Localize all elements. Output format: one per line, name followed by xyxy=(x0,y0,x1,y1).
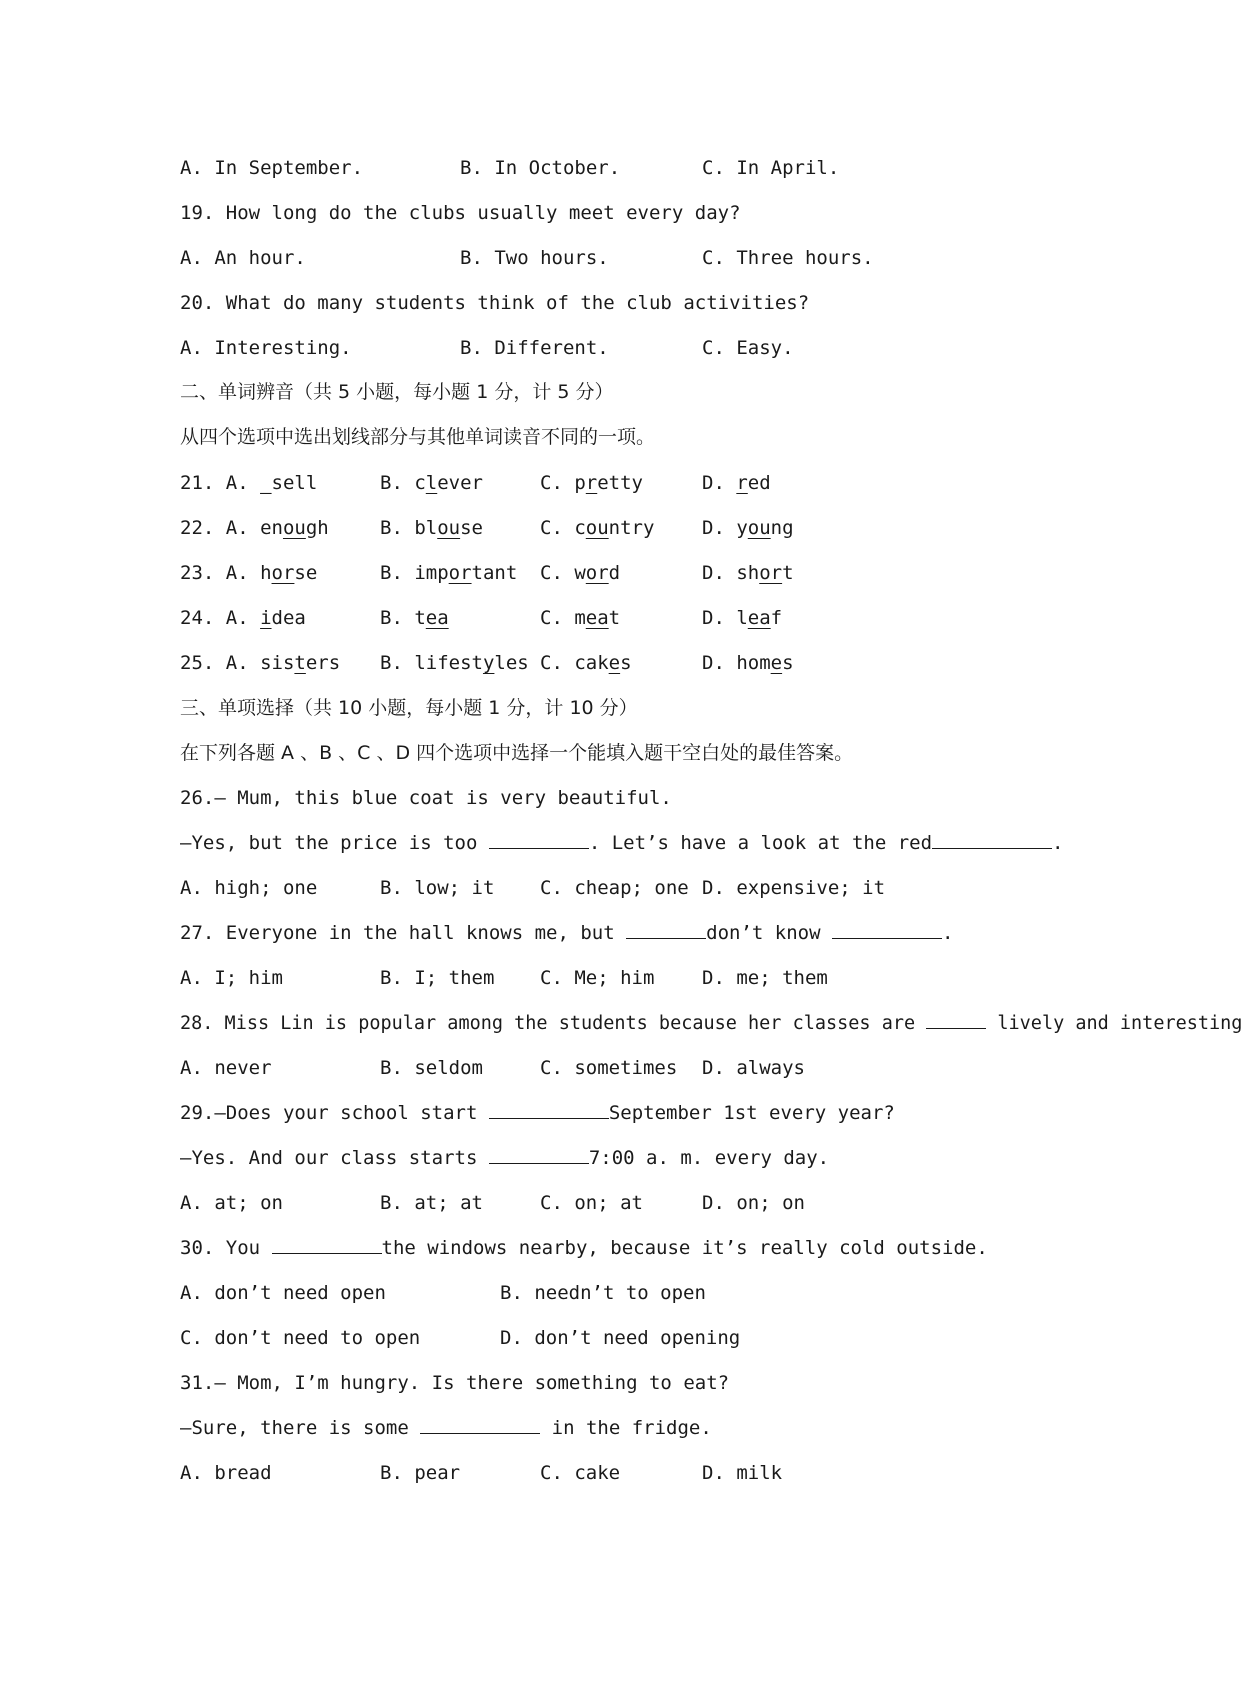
q26-blank-2[interactable] xyxy=(932,828,1052,849)
q26-stem-line2: —Yes, but the price is too . Let’s have a look at the red . xyxy=(180,828,1063,858)
q26-stem-line1: 26.— Mum, this blue coat is very beautiful. xyxy=(180,787,672,809)
q30-option-c: C. don’t need to open xyxy=(180,1327,421,1349)
q23-row xyxy=(180,558,794,588)
q30-options-row2 xyxy=(180,1323,741,1353)
q22-row xyxy=(180,513,794,543)
q31-blank[interactable] xyxy=(420,1413,540,1434)
q26-option-b: B. low; it xyxy=(380,877,495,899)
q26-option-d: D. expensive; it xyxy=(702,877,886,899)
q30-options-row1 xyxy=(180,1278,706,1308)
q27-blank-1[interactable] xyxy=(626,918,706,939)
q20-options xyxy=(180,333,794,363)
q18-option-c: C. In April. xyxy=(702,157,840,179)
q28-blank[interactable] xyxy=(926,1008,986,1029)
q29-blank-2[interactable] xyxy=(489,1143,589,1164)
q19-options xyxy=(180,243,874,273)
q28-option-a: A. never xyxy=(180,1057,272,1079)
q27-option-d: D. me; them xyxy=(702,967,828,989)
q25-row xyxy=(180,648,794,678)
q20-option-c: C. Easy. xyxy=(702,337,794,359)
q29-option-c: C. on; at xyxy=(540,1192,643,1214)
q19-option-b: B. Two hours. xyxy=(460,247,609,269)
q25-option-c: C. cakes xyxy=(540,652,632,674)
q29-option-b: B. at; at xyxy=(380,1192,483,1214)
q31-stem-line2: —Sure, there is some in the fridge. xyxy=(180,1413,712,1443)
q21-option-c: C. pretty xyxy=(540,472,643,494)
q21-option-b: B. clever xyxy=(380,472,483,494)
q31-option-c: C. cake xyxy=(540,1462,621,1484)
q28-stem: 28. Miss Lin is popular among the students because her classes are lively and interesting xyxy=(180,1008,1242,1038)
q30-option-a: A. don’t need open xyxy=(180,1282,386,1304)
q28-option-b: B. seldom xyxy=(380,1057,483,1079)
q26-option-a: A. high; one xyxy=(180,877,318,899)
q31-stem-line1: 31.— Mom, I’m hungry. Is there something to eat? xyxy=(180,1372,730,1394)
q30-option-d: D. don’t need opening xyxy=(500,1327,741,1349)
q18-option-a: A. In September. xyxy=(180,157,364,179)
q19-option-a: A. An hour. xyxy=(180,247,306,269)
q20-option-a: A. Interesting. xyxy=(180,337,352,359)
q24-option-b: B. tea xyxy=(380,607,449,629)
q29-option-a: A. at; on xyxy=(180,1192,283,1214)
q28-option-c: C. sometimes xyxy=(540,1057,678,1079)
q27-blank-2[interactable] xyxy=(832,918,942,939)
q27-options xyxy=(180,963,828,993)
q25-option-b: B. lifestyles xyxy=(380,652,529,674)
q27-option-b: B. I; them xyxy=(380,967,495,989)
q26-option-c: C. cheap; one xyxy=(540,877,689,899)
q26-blank-1[interactable] xyxy=(489,828,589,849)
q27-option-c: C. Me; him xyxy=(540,967,655,989)
q30-blank[interactable] xyxy=(272,1233,382,1254)
q29-options xyxy=(180,1188,805,1218)
q27-option-a: A. I; him xyxy=(180,967,283,989)
q20-stem: 20. What do many students think of the club activities? xyxy=(180,292,810,314)
q22-option-b: B. blouse xyxy=(380,517,483,539)
q21-option-a: 21. A. _sell xyxy=(180,472,318,494)
q30-option-b: B. needn’t to open xyxy=(500,1282,706,1304)
q31-options xyxy=(180,1458,783,1488)
q28-option-d: D. always xyxy=(702,1057,805,1079)
section3-heading: 三、单项选择（共 10 小题，每小题 1 分，计 10 分） xyxy=(180,697,638,719)
q23-option-a: 23. A. horse xyxy=(180,562,318,584)
q23-option-c: C. word xyxy=(540,562,621,584)
q25-option-a: 25. A. sisters xyxy=(180,652,341,674)
q30-stem: 30. You the windows nearby, because it’s really cold outside. xyxy=(180,1233,988,1263)
section2-heading: 二、单词辨音（共 5 小题，每小题 1 分，计 5 分） xyxy=(180,381,614,403)
q22-option-a: 22. A. enough xyxy=(180,517,329,539)
q19-option-c: C. Three hours. xyxy=(702,247,874,269)
q25-option-d: D. homes xyxy=(702,652,794,674)
q31-option-b: B. pear xyxy=(380,1462,461,1484)
q29-stem-line2: —Yes. And our class starts 7:00 a. m. every day. xyxy=(180,1143,829,1173)
q20-option-b: B. Different. xyxy=(460,337,609,359)
q29-stem-line1: 29.—Does your school start September 1st every year? xyxy=(180,1098,895,1128)
q27-stem: 27. Everyone in the hall knows me, but don’t know . xyxy=(180,918,953,948)
q18-option-b: B. In October. xyxy=(460,157,621,179)
q31-option-d: D. milk xyxy=(702,1462,783,1484)
q24-option-d: D. leaf xyxy=(702,607,783,629)
q19-stem: 19. How long do the clubs usually meet every day? xyxy=(180,202,741,224)
q23-option-b: B. important xyxy=(380,562,518,584)
q29-blank-1[interactable] xyxy=(489,1098,609,1119)
q24-row xyxy=(180,603,783,633)
q21-option-d: D. red xyxy=(702,472,771,494)
q26-options xyxy=(180,873,886,903)
q21-row xyxy=(180,468,771,498)
section2-instruction: 从四个选项中选出划线部分与其他单词读音不同的一项。 xyxy=(180,426,656,448)
q24-option-a: 24. A. idea xyxy=(180,607,306,629)
q23-option-d: D. short xyxy=(702,562,794,584)
q18-options xyxy=(180,153,840,183)
q22-option-d: D. young xyxy=(702,517,794,539)
q28-options xyxy=(180,1053,805,1083)
q31-option-a: A. bread xyxy=(180,1462,272,1484)
q22-option-c: C. country xyxy=(540,517,655,539)
section3-instruction: 在下列各题 A 、B 、C 、D 四个选项中选择一个能填入题干空白处的最佳答案。 xyxy=(180,742,854,764)
q24-option-c: C. meat xyxy=(540,607,621,629)
q29-option-d: D. on; on xyxy=(702,1192,805,1214)
